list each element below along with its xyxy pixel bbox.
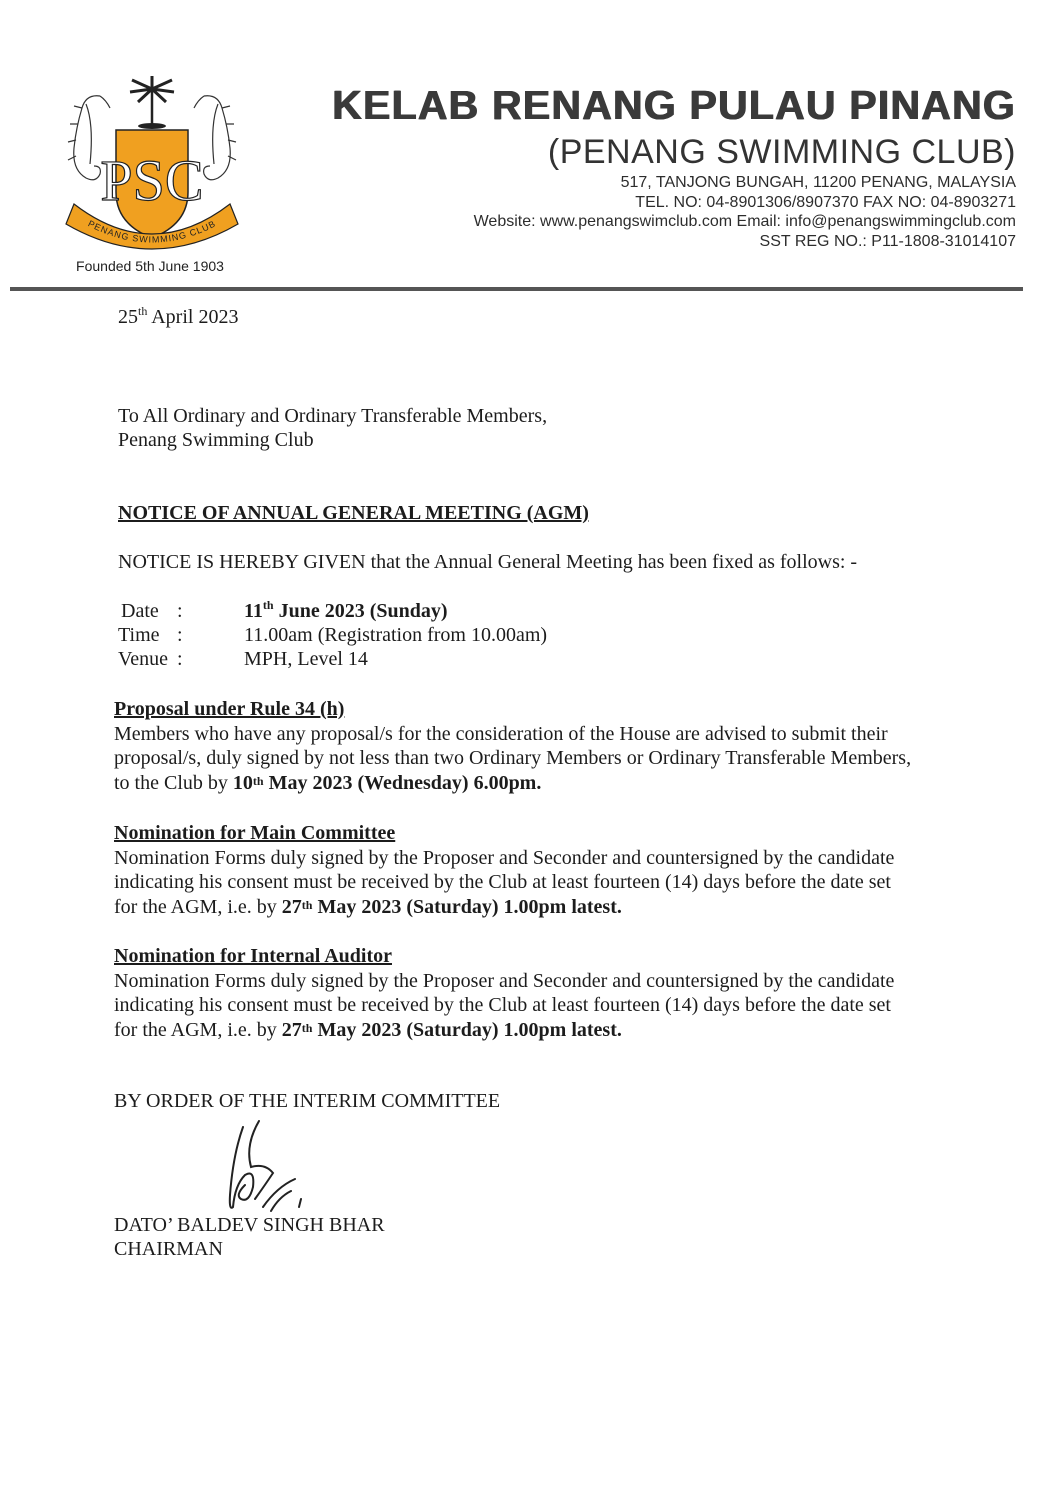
venue-colon: : [177, 648, 183, 670]
deadline-rest: May 2023 (Saturday) 1.00pm latest. [312, 895, 622, 918]
deadline-day: 27 [281, 1018, 302, 1041]
club-address: 517, TANJONG BUNGAH, 11200 PENANG, MALAYSIA [620, 174, 1016, 191]
section-body-text: Nomination Forms duly signed by the Proposer and Seconder and countersigned by the candidate indicating his consent must be received by the Club at least fourteen (14) days before the date set for the AGM, i.e. by [114, 969, 895, 1041]
letter-date-day: 25 [118, 306, 138, 328]
deadline-day: 10 [232, 771, 253, 794]
section-internal-auditor [114, 944, 914, 1042]
deadline-suffix: th [252, 773, 264, 788]
venue-label: Venue [118, 648, 168, 670]
date-value-rest: June 2023 (Sunday) [273, 600, 448, 622]
date-label: Date [121, 600, 159, 622]
time-label: Time [118, 624, 160, 646]
section-body [114, 722, 914, 796]
letter-date-rest: April 2023 [147, 306, 239, 328]
notice-intro: NOTICE IS HEREBY GIVEN that the Annual General Meeting has been fixed as follows: - [118, 551, 858, 573]
section-body-text: Nomination Forms duly signed by the Proposer and Seconder and countersigned by the candidate indicating his consent must be received by the Club at least fourteen (14) days before the date set for the AGM, i.e. by [114, 846, 895, 918]
venue-value: MPH, Level 14 [244, 648, 368, 670]
section-deadline [233, 772, 541, 794]
section-body-text: Members who have any proposal/s for the consideration of the House are advised to submit their proposal/s, duly signed by not less than two Ordinary Members or Ordinary Transferable Members, to the Club by [114, 722, 912, 794]
ribbon-text: PENANG SWIMMING CLUB [86, 218, 218, 245]
date-colon: : [177, 600, 183, 622]
time-colon: : [177, 624, 183, 646]
section-main-committee [114, 821, 914, 919]
section-deadline [282, 1019, 622, 1041]
section-body [114, 969, 914, 1043]
signature [215, 1115, 325, 1225]
section-heading: Nomination for Main Committee [114, 822, 396, 844]
letter-date [118, 306, 238, 329]
club-website-email: Website: www.penangswimclub.com Email: info@penangswimmingclub.com [473, 213, 1016, 230]
letter-date-suffix: th [138, 304, 148, 318]
psc-monogram: PSC [100, 148, 204, 213]
closing-line: BY ORDER OF THE INTERIM COMMITTEE [114, 1090, 501, 1112]
date-value [244, 600, 448, 623]
section-heading: Nomination for Internal Auditor [114, 945, 392, 967]
deadline-rest: May 2023 (Wednesday) 6.00pm. [263, 771, 542, 794]
time-value: 11.00am (Registration from 10.00am) [244, 624, 548, 646]
section-deadline [282, 896, 622, 918]
club-sst-reg: SST REG NO.: P11-1808-31014107 [759, 233, 1016, 250]
date-value-suffix: th [262, 598, 274, 612]
palm-tree-icon [130, 76, 174, 129]
recipient-line-1: To All Ordinary and Ordinary Transferable Members, [118, 405, 548, 427]
deadline-suffix: th [301, 897, 313, 912]
recipient-line-2: Penang Swimming Club [118, 429, 314, 451]
deadline-suffix: th [301, 1020, 313, 1035]
signatory-title: CHAIRMAN [114, 1238, 223, 1260]
section-proposal [114, 697, 914, 795]
club-crest-logo [52, 74, 252, 254]
section-body [114, 846, 914, 920]
founded-date: Founded 5th June 1903 [76, 258, 224, 274]
letterhead-divider [10, 287, 1023, 291]
notice-heading: NOTICE OF ANNUAL GENERAL MEETING (AGM) [118, 502, 589, 524]
section-heading: Proposal under Rule 34 (h) [114, 698, 345, 720]
club-name-malay: KELAB RENANG PULAU PINANG [332, 82, 1016, 128]
date-value-day: 11 [244, 600, 263, 622]
signatory-name: DATO’ BALDEV SINGH BHAR [114, 1214, 385, 1236]
deadline-rest: May 2023 (Saturday) 1.00pm latest. [312, 1018, 622, 1041]
club-phone-fax: TEL. NO: 04-8901306/8907370 FAX NO: 04-8903271 [635, 194, 1016, 211]
deadline-day: 27 [281, 895, 302, 918]
club-name-english: (PENANG SWIMMING CLUB) [547, 133, 1016, 171]
